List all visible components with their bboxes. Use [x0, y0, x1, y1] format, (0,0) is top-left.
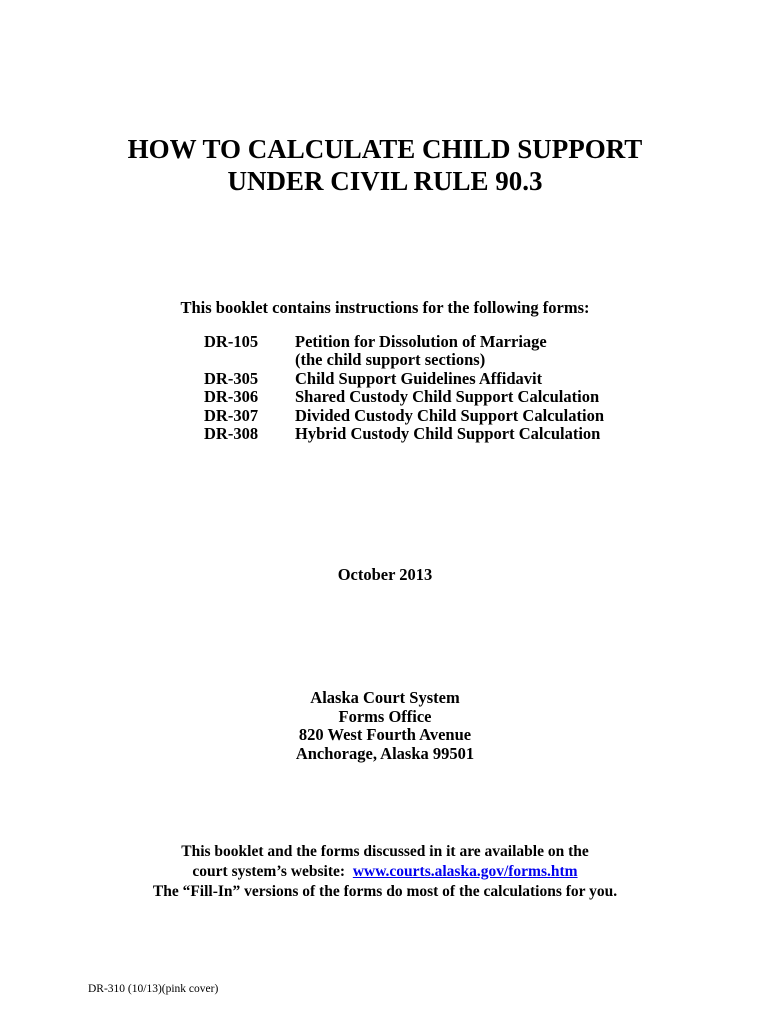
intro-text: This booklet contains instructions for the following forms: [180, 298, 590, 317]
website-link[interactable]: www.courts.alaska.gov/forms.htm [352, 863, 578, 880]
form-description: Shared Custody Child Support Calculation [295, 387, 600, 407]
address-line: Anchorage, Alaska 99501 [295, 743, 475, 763]
availability-line: This booklet and the forms discussed in it are available on the [181, 843, 589, 860]
form-code: DR-305 [204, 368, 259, 388]
form-list [204, 333, 604, 443]
availability-line [0, 862, 770, 882]
form-code: DR-308 [204, 424, 259, 444]
address-line: Alaska Court System [310, 688, 460, 707]
form-list-item [204, 407, 604, 425]
form-description: Child Support Guidelines Affidavit [295, 368, 543, 388]
form-code: DR-307 [204, 405, 259, 425]
address-line: 820 West Fourth Avenue [298, 725, 472, 744]
availability-line-prefix: court system’s website: [192, 863, 346, 880]
office-address [0, 689, 770, 763]
form-code [204, 351, 295, 369]
form-code: DR-306 [204, 387, 259, 407]
form-description: (the child support sections) [295, 350, 486, 370]
availability-notice [0, 842, 770, 902]
form-footer-code: DR-310 (10/13)(pink cover) [88, 983, 219, 995]
form-description: Petition for Dissolution of Marriage [295, 332, 547, 351]
form-code: DR-105 [204, 332, 259, 351]
form-description: Divided Custody Child Support Calculation [295, 405, 604, 425]
form-list-item [204, 425, 604, 443]
form-list-item [204, 351, 604, 369]
form-list-item [204, 388, 604, 406]
form-description: Hybrid Custody Child Support Calculation [295, 424, 601, 444]
address-line: Forms Office [338, 706, 432, 726]
form-list-item [204, 333, 604, 351]
publication-date: October 2013 [337, 565, 433, 584]
document-title-line-2: UNDER CIVIL RULE 90.3 [227, 166, 543, 196]
document-title-line-1: HOW TO CALCULATE CHILD SUPPORT [127, 134, 643, 164]
form-list-item [204, 370, 604, 388]
availability-line: The “Fill-In” versions of the forms do most of the calculations for you. [152, 883, 618, 900]
